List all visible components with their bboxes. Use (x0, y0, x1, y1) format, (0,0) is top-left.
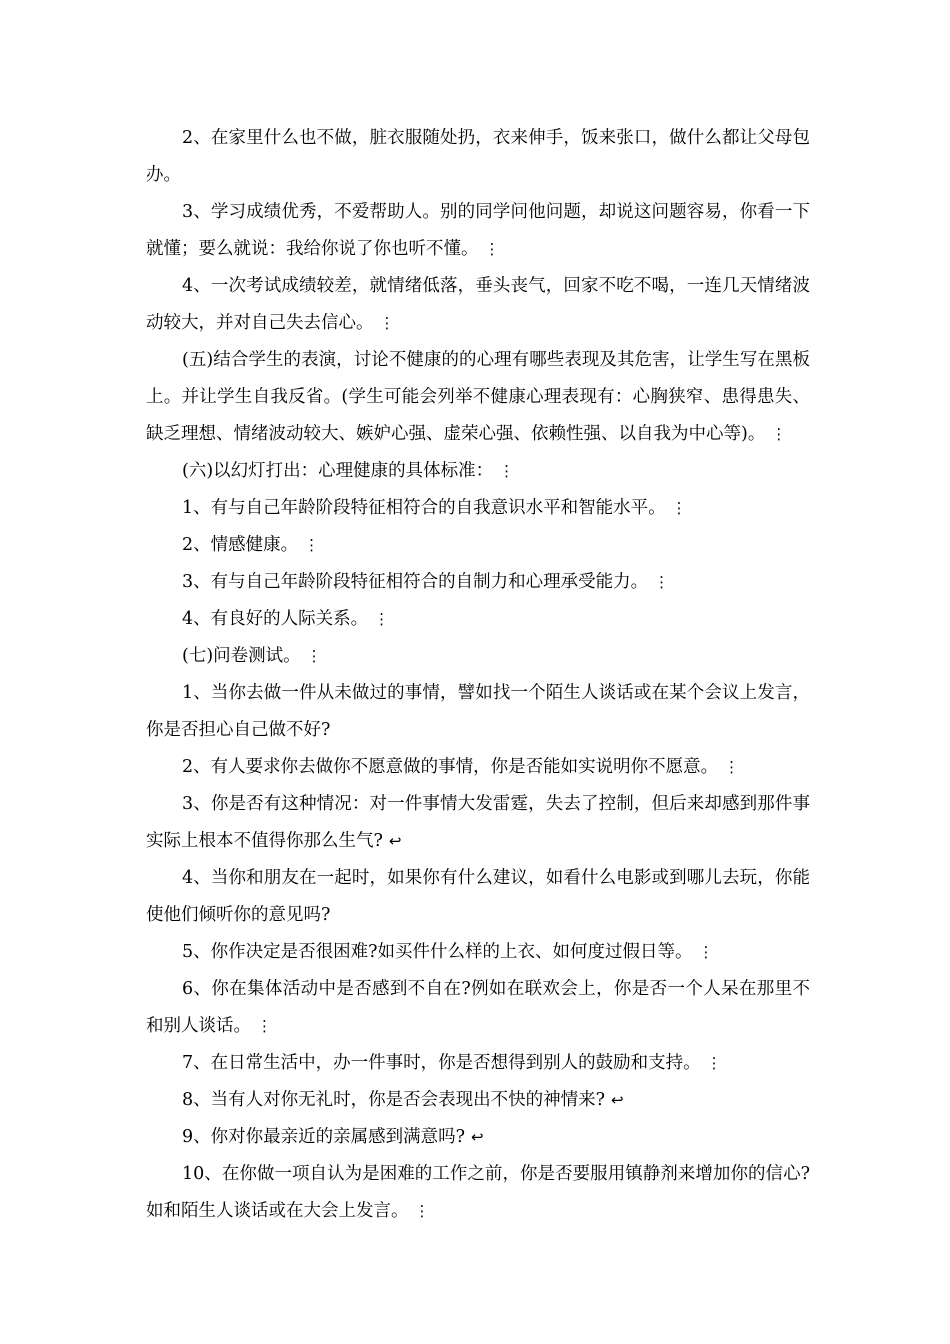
paragraph-text: 4、当你和朋友在一起时，如果你有什么建议，如看什么电影或到哪儿去玩，你能使他们倾听你的意见吗? (146, 868, 810, 925)
paragraph-13 (146, 786, 810, 860)
paragraph-text: 1、当你去做一件从未做过的事情，譬如找一个陌生人谈话或在某个会议上发言，你是否担心自己做不好? (146, 683, 810, 740)
paragraph-text: 2、情感健康。 (182, 535, 299, 555)
paragraph-18 (146, 1082, 810, 1119)
paragraph-mark: ⋮ (698, 943, 714, 961)
paragraph-mark: ⋮ (306, 647, 322, 665)
paragraph-text: 8、当有人对你无礼时，你是否会表现出不快的神情来? (182, 1090, 606, 1110)
paragraph-mark: ⋮ (671, 499, 687, 517)
paragraph-mark: ↩ (471, 1128, 484, 1146)
paragraph-20 (146, 1156, 810, 1230)
paragraph-text: (七)问卷测试。 (182, 646, 301, 666)
paragraph-text: 2、有人要求你去做你不愿意做的事情，你是否能如实说明你不愿意。 (182, 757, 719, 777)
paragraph-3 (146, 268, 810, 342)
paragraph-mark: ⋮ (706, 1054, 722, 1072)
paragraph-19 (146, 1119, 810, 1156)
paragraph-text: 4、有良好的人际关系。 (182, 609, 369, 629)
paragraph-mark: ⋮ (257, 1017, 272, 1035)
paragraph-text: (五)结合学生的表演，讨论不健康的的心理有哪些表现及其危害，让学生写在黑板上。并让学生自我反省。(学生可能会列举不健康心理表现有：心胸狭窄、患得患失、缺乏理想、情绪波动较大、嫉妒心强、虚荣心强、依赖性强、以自我为中心等)。 (146, 350, 810, 444)
paragraph-text: 4、一次考试成绩较差，就情绪低落，垂头丧气，回家不吃不喝，一连几天情绪波动较大，并对自己失去信心。 (146, 276, 810, 333)
paragraph-mark: ↩ (611, 1091, 624, 1109)
paragraph-7 (146, 527, 810, 564)
paragraph-text: 2、在家里什么也不做，脏衣服随处扔，衣来伸手，饭来张口，做什么都让父母包办。 (146, 128, 810, 185)
paragraph-mark: ⋮ (499, 462, 515, 480)
paragraph-14 (146, 860, 810, 934)
paragraph-text: 9、你对你最亲近的亲属感到满意吗? (182, 1127, 466, 1147)
paragraph-17 (146, 1045, 810, 1082)
paragraph-text: 3、学习成绩优秀，不爱帮助人。别的同学问他问题，却说这问题容易，你看一下就懂；要么就说：我给你说了你也听不懂。 (146, 202, 810, 259)
paragraph-mark: ↩ (388, 832, 402, 850)
paragraph-mark: ⋮ (771, 425, 787, 443)
paragraph-text: 7、在日常生活中，办一件事时，你是否想得到别人的鼓励和支持。 (182, 1053, 701, 1073)
paragraph-text: 1、有与自己年龄阶段特征相符合的自我意识水平和智能水平。 (182, 498, 666, 518)
paragraph-mark: ⋮ (484, 240, 500, 258)
paragraph-mark: ⋮ (654, 573, 670, 591)
paragraph-mark: ⋮ (414, 1202, 430, 1220)
paragraph-2 (146, 194, 810, 268)
paragraph-12 (146, 749, 810, 786)
paragraph-text: 10、在你做一项自认为是困难的工作之前，你是否要服用镇静剂来增加你的信心?如和陌生人谈话或在大会上发言。 (146, 1164, 810, 1221)
paragraph-16 (146, 971, 810, 1045)
document-body (146, 120, 810, 1230)
paragraph-6 (146, 490, 810, 527)
paragraph-text: 5、你作决定是否很困难?如买件什么样的上衣、如何度过假日等。 (182, 942, 693, 962)
paragraph-8 (146, 564, 810, 601)
paragraph-15 (146, 934, 810, 971)
paragraph-text: (六)以幻灯打出：心理健康的具体标准： (182, 461, 494, 481)
paragraph-11 (146, 675, 810, 749)
paragraph-10 (146, 638, 810, 675)
paragraph-text: 3、有与自己年龄阶段特征相符合的自制力和心理承受能力。 (182, 572, 649, 592)
paragraph-text: 3、你是否有这种情况：对一件事情大发雷霆，失去了控制，但后来却感到那件事实际上根本不值得你那么生气? (146, 794, 810, 851)
paragraph-9 (146, 601, 810, 638)
paragraph-5 (146, 453, 810, 490)
paragraph-text: 6、你在集体活动中是否感到不自在?例如在联欢会上，你是否一个人呆在那里不和别人谈话。 (146, 979, 810, 1036)
paragraph-mark: ⋮ (379, 314, 395, 332)
paragraph-mark: ⋮ (374, 610, 390, 628)
paragraph-4 (146, 342, 810, 453)
paragraph-mark: ⋮ (724, 758, 740, 776)
paragraph-1 (146, 120, 810, 194)
paragraph-mark: ⋮ (304, 536, 320, 554)
